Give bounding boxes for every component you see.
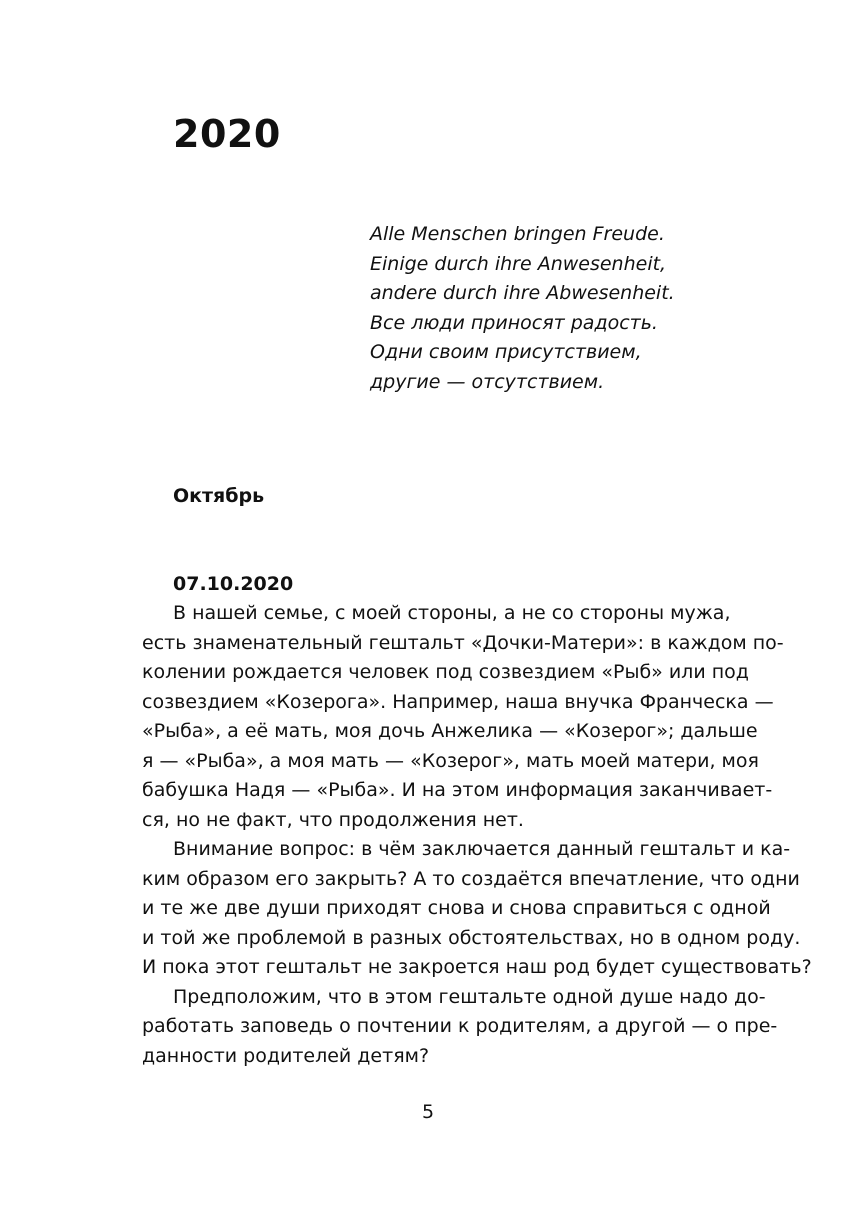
epigraph <box>370 220 800 397</box>
text-line: колении рождается человек под созвездием «Рыб» или под <box>142 661 749 683</box>
text-line: И пока этот гештальт не закроется наш род будет существовать? <box>142 956 812 978</box>
text-line: есть знаменательный гештальт «Дочки-Матери»: в каждом по- <box>142 631 784 654</box>
paragraph <box>142 599 784 835</box>
epigraph-line: другие — отсутствием. <box>370 370 605 393</box>
paragraph <box>142 983 778 1072</box>
text-line: работать заповедь о почтении к родителям, а другой — о пре- <box>142 1015 778 1037</box>
month-heading: Октябрь <box>173 485 265 507</box>
text-line: В нашей семье, с моей стороны, а не со стороны мужа, <box>173 602 731 624</box>
page-number: 5 <box>421 1101 435 1123</box>
epigraph-line: Einige durch ihre Anwesenheit, <box>370 252 667 275</box>
text-line: и те же две души приходят снова и снова справиться с одной <box>142 897 771 919</box>
text-line: я — «Рыба», а моя мать — «Козерог», мать моей матери, моя <box>142 749 759 772</box>
epigraph-line: Одни своим присутствием, <box>370 341 642 363</box>
text-line: данности родителей детям? <box>142 1044 430 1067</box>
text-line: ким образом его закрыть? А то создаётся впечатление, что одни <box>142 867 800 890</box>
text-line: и той же проблемой в разных обстоятельствах, но в одном роду. <box>142 926 801 949</box>
epigraph-line: andere durch ihre Abwesenheit. <box>370 282 675 304</box>
epigraph-line: Все люди приносят радость. <box>370 311 658 334</box>
text-line: ся, но не факт, что продолжения нет. <box>142 808 524 831</box>
entry-date: 07.10.2020 <box>173 573 294 595</box>
paragraph <box>142 835 812 983</box>
text-line: Внимание вопрос: в чём заключается данный гештальт и ка- <box>173 838 791 860</box>
epigraph-line: Alle Menschen bringen Freude. <box>370 223 665 245</box>
year-heading: 2020 <box>173 112 281 156</box>
text-line: созвездием «Козерога». Например, наша внучка Франческа — <box>142 690 774 713</box>
entry-body <box>142 599 812 1071</box>
text-line: «Рыба», а её мать, моя дочь Анжелика — «Козерог»; дальше <box>142 720 758 742</box>
text-line: Предположим, что в этом гештальте одной душе надо до- <box>173 985 766 1008</box>
text-line: бабушка Надя — «Рыба». И на этом информация заканчивает- <box>142 779 773 801</box>
